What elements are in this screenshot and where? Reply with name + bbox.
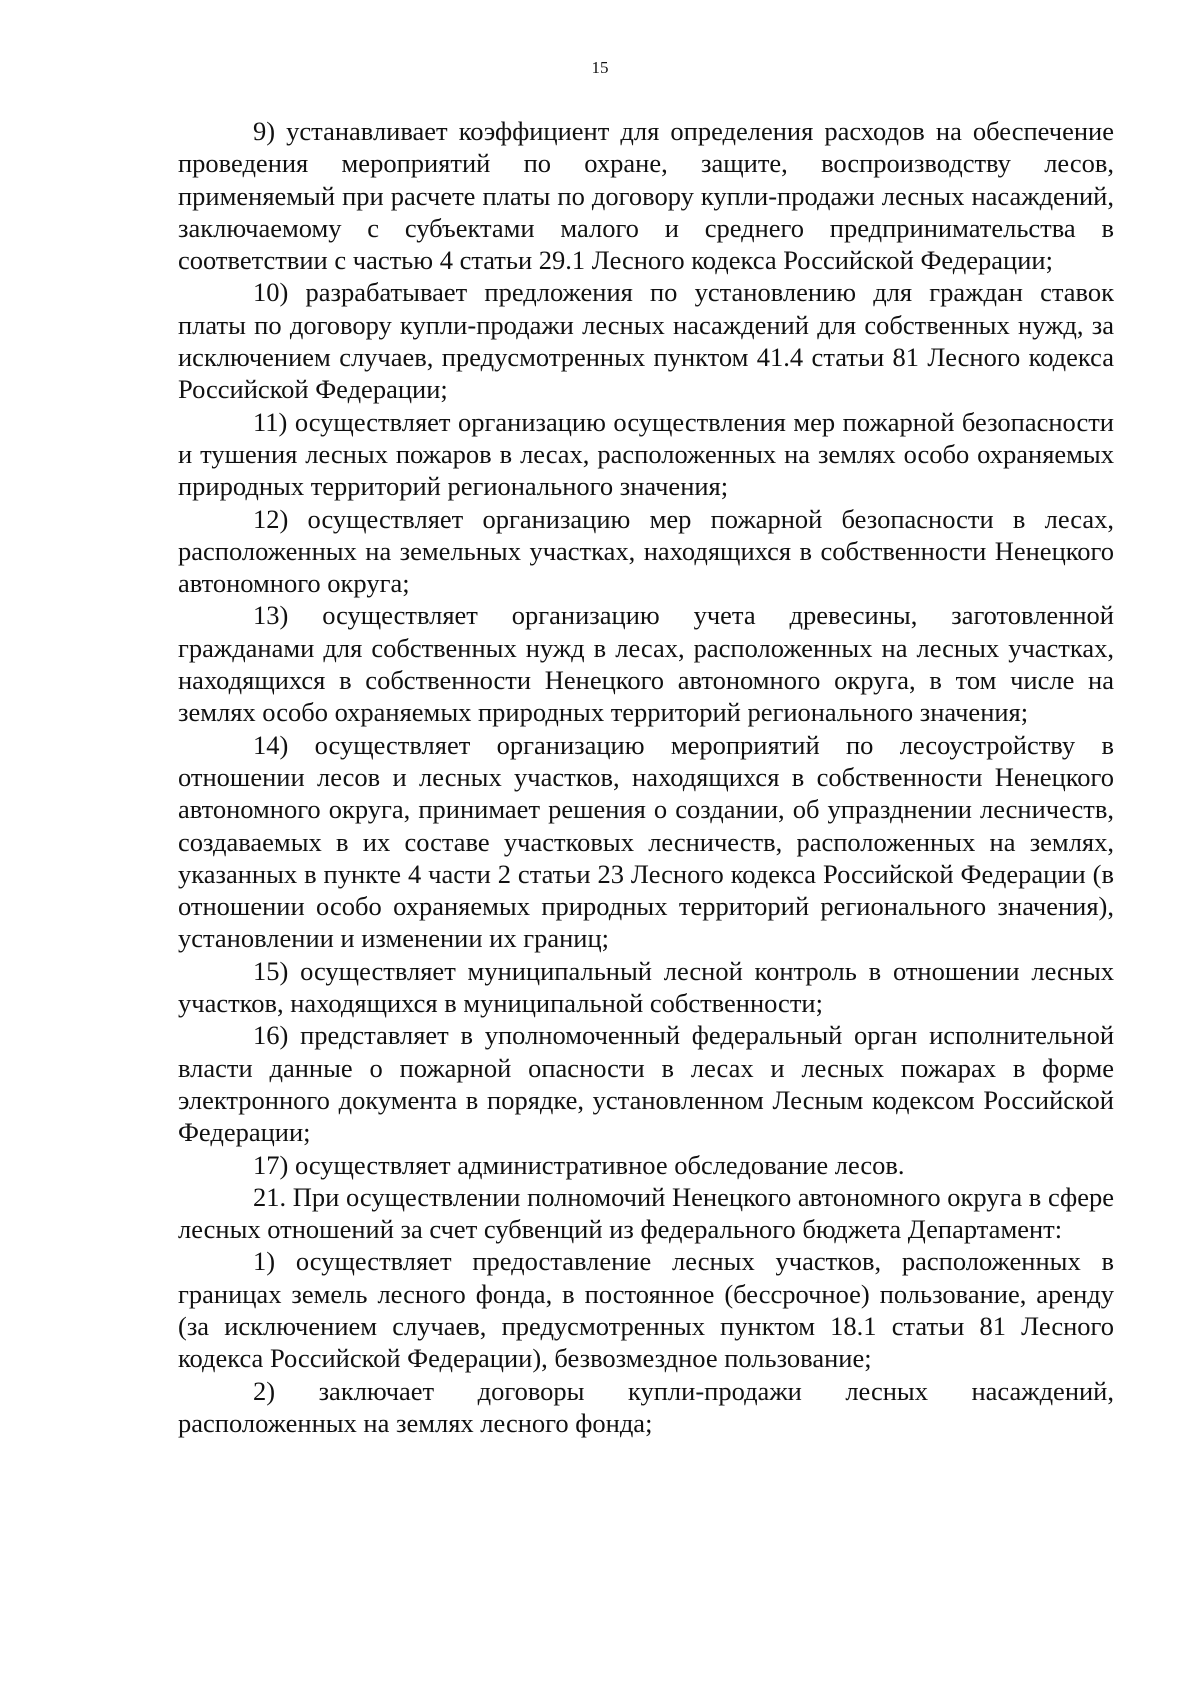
paragraph-item-10: 10) разрабатывает предложения по установлению для граждан ставок платы по договору купли-продажи лесных насаждений для собственных нужд, за исключением случаев, предусмотренных пунктом 41.4 статьи 81 Лесного кодекса Российской Федерации; [178, 277, 1114, 405]
paragraph-clause-21: 21. При осуществлении полномочий Ненецкого автономного округа в сфере лесных отношений за счет субвенций из федерального бюджета Департамент: [178, 1181, 1114, 1245]
paragraph-item-17: 17) осуществляет административное обследование лесов. [253, 1149, 905, 1180]
paragraph-item-14: 14) осуществляет организацию мероприятий по лесоустройству в отношении лесов и лесных участков, находящихся в собственности Ненецкого автономного округа, принимает решения о создании, об упразднении лесничеств, создаваемых в их составе участковых лесничеств, расположенных на землях, указанных в пункте 4 части 2 статьи 23 Лесного кодекса Российской Федерации (в отношении особо охраняемых природных территорий регионального значения), установлении и изменении их границ; [178, 729, 1114, 954]
paragraph-item-16: 16) представляет в уполномоченный федеральный орган исполнительной власти данные о пожарной опасности в лесах и лесных пожарах в форме электронного документа в порядке, установленном Лесным кодексом Российской Федерации; [178, 1020, 1114, 1148]
paragraph-item-12: 12) осуществляет организацию мер пожарной безопасности в лесах, расположенных на земельных участках, находящихся в собственности Ненецкого автономного округа; [178, 503, 1114, 599]
document-body [178, 115, 1114, 1439]
paragraph-item-15: 15) осуществляет муниципальный лесной контроль в отношении лесных участков, находящихся в муниципальной собственности; [178, 955, 1114, 1019]
paragraph-subitem-1: 1) осуществляет предоставление лесных участков, расположенных в границах земель лесного фонда, в постоянное (бессрочное) пользование, аренду (за исключением случаев, предусмотренных пунктом 18.1 статьи 81 Лесного кодекса Российской Федерации), безвозмездное пользование; [178, 1246, 1114, 1374]
paragraph-item-11: 11) осуществляет организацию осуществления мер пожарной безопасности и тушения лесных пожаров в лесах, расположенных на землях особо охраняемых природных территорий регионального значения; [178, 406, 1114, 502]
paragraph-subitem-2: 2) заключает договоры купли-продажи лесных насаждений, расположенных на землях лесного фонда; [178, 1375, 1114, 1438]
paragraph-item-9: 9) устанавливает коэффициент для определения расходов на обеспечение проведения мероприятий по охране, защите, воспроизводству лесов, применяемый при расчете платы по договору купли-продажи лесных насаждений, заключаемому с субъектами малого и среднего предпринимательства в соответствии с частью 4 статьи 29.1 Лесного кодекса Российской Федерации; [178, 116, 1114, 276]
paragraph-item-13: 13) осуществляет организацию учета древесины, заготовленной гражданами для собственных нужд в лесах, расположенных на лесных участках, находящихся в собственности Ненецкого автономного округа, в том числе на землях особо охраняемых природных территорий регионального значения; [178, 600, 1114, 728]
page-number: 15 [591, 58, 609, 77]
